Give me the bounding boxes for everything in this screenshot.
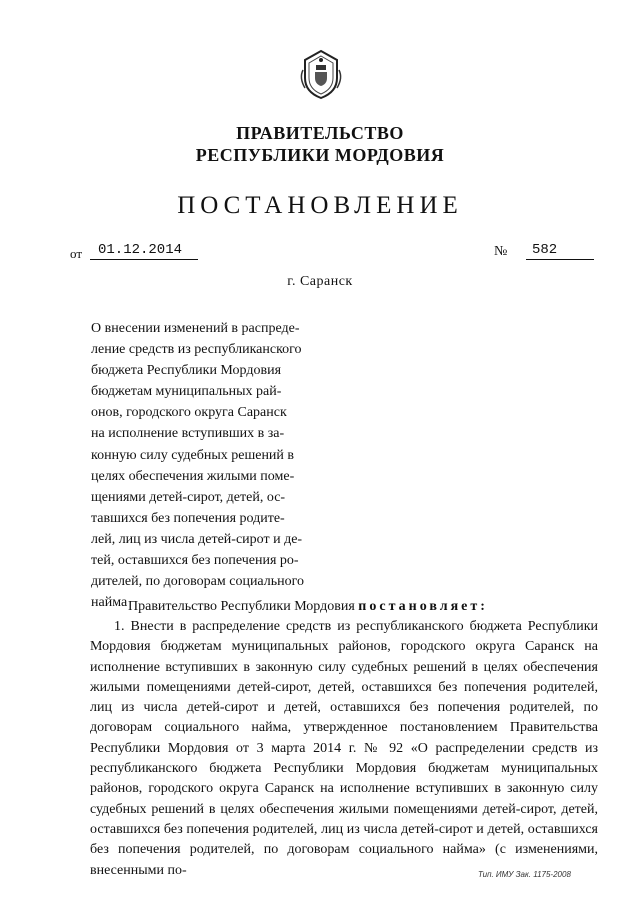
number-prefix: № — [494, 244, 508, 259]
org-title-line2: РЕСПУБЛИКИ МОРДОВИЯ — [195, 145, 445, 165]
subject-line: дителей, по договорам социального — [91, 574, 305, 590]
paragraph-1-text: 1. Внести в распределение средств из республиканского бюджета Республики Мордовия бюджетам муниципальных районов, городского округа Саранск на исполнение вступивших в законную силу судебных решений в целях обеспечения жилыми помещениями детей-сирот, детей, оставшихся без попечения родителей, лиц из числа детей-сирот и детей, оставшихся без попечения родителей, по договорам социального найма, утвержденное постановлением Правительства Республики Мордовия от 3 марта 2014 г. № 92 «О распределении средств из республиканского бюджета Республики Мордовия бюджетам муниципальных районов, городского округа Саранск на исполнение вступивших в законную силу судебных решений в целях обеспечения жилыми помещениями детей-сирот, детей, оставшихся без попечения родителей, лиц из числа детей-сирот и детей, оставшихся без попечения родителей, по договорам социального найма» (с изменениями, внесенными по- — [90, 619, 598, 878]
intro-keyword: постановляет: — [358, 599, 488, 614]
decree-subject — [91, 318, 319, 613]
document-number: 582 — [526, 241, 594, 260]
subject-line: щениями детей-сирот, детей, ос- — [91, 489, 286, 505]
subject-line: ление средств из республиканского — [91, 342, 302, 358]
subject-line: бюджетам муниципальных рай- — [91, 384, 282, 400]
print-mark: Тип. ИМУ Зак. 1175-2008 — [478, 870, 571, 879]
subject-line: бюджета Республики Мордовия — [91, 363, 282, 379]
subject-line: тавшихся без попечения родите- — [91, 510, 285, 526]
paragraph-1 — [90, 617, 598, 881]
subject-line: найма — [91, 595, 128, 611]
subject-line: целях обеспечения жилыми поме- — [91, 468, 295, 484]
subject-line: на исполнение вступивших в за- — [91, 426, 285, 442]
subject-line: О внесении изменений в распреде- — [91, 321, 300, 336]
intro-paragraph — [90, 597, 598, 617]
date-prefix: от — [70, 246, 83, 261]
subject-line: онов, городского округа Саранск — [91, 405, 287, 421]
subject-line: конную силу судебных решений в — [91, 447, 295, 463]
subject-line: лей, лиц из числа детей-сирот и де- — [91, 531, 303, 547]
document-type: ПОСТАНОВЛЕНИЕ — [177, 192, 463, 219]
document-date: 01.12.2014 — [90, 241, 198, 260]
intro-text: Правительство Республики Мордовия — [128, 599, 355, 614]
coat-of-arms-icon — [297, 48, 345, 100]
subject-line: тей, оставшихся без попечения ро- — [91, 553, 299, 569]
issue-city: г. Саранск — [287, 274, 353, 289]
org-title-line1: ПРАВИТЕЛЬСТВО — [236, 123, 404, 143]
